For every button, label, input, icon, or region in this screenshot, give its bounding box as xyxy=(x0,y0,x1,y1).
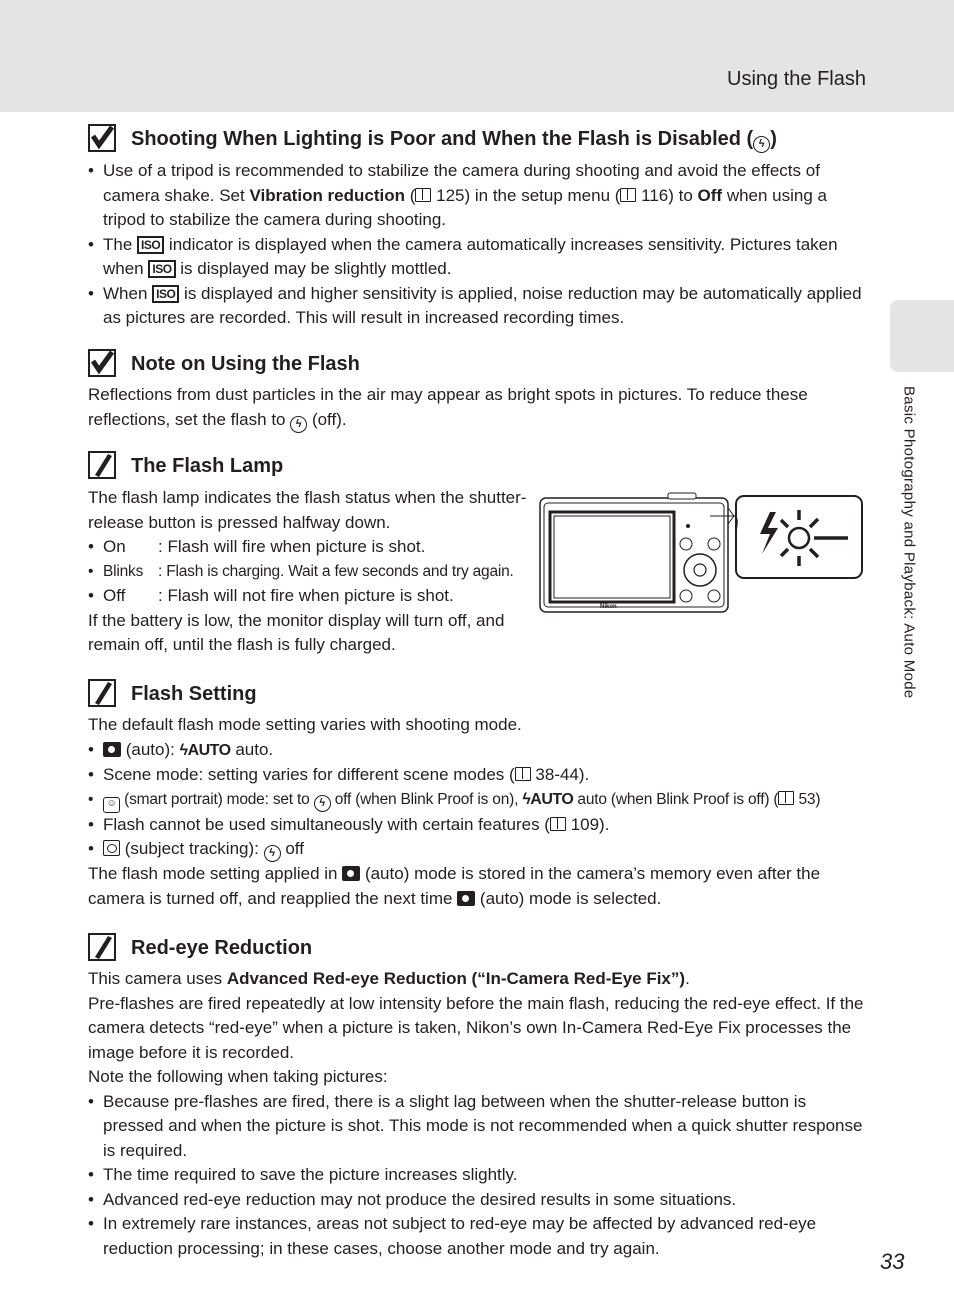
section-title: Note on Using the Flash xyxy=(131,353,360,375)
list-item: • On : Flash will fire when picture is shot. xyxy=(88,535,528,560)
section-title: Shooting When Lighting is Poor and When the Flash is Disabled ( ϟ ) xyxy=(131,126,777,153)
paragraph: The flash mode setting applied in (auto) mode is stored in the camera’s memory even after the camera is turned off, and reapplied the next time (auto) mode is selected. xyxy=(88,864,821,908)
list-item: • In extremely rare instances, areas not subject to red-eye may be affected by advanced red-eye reduction processing; in these cases, choose another mode and try again. xyxy=(88,1212,866,1261)
iso-icon: ISO xyxy=(148,260,175,278)
paragraph: Pre-flashes are fired repeatedly at low intensity before the main flash, reducing the red-eye effect. If the camera detects “red-eye” when a picture is taken, Nikon’s own In-Camera Red-Eye Fix processes the image before it is recorded. xyxy=(88,993,864,1062)
camera-brand-label: Nikon xyxy=(600,604,617,610)
list-item: • (auto): ϟAUTO auto. xyxy=(88,738,866,764)
section-note-flash xyxy=(88,349,866,433)
list-item: • Off : Flash will not fire when picture is shot. xyxy=(88,584,528,609)
paragraph: This camera uses Advanced Red-eye Reduction (“In-Camera Red-Eye Fix”). xyxy=(88,969,690,988)
page-number: 33 xyxy=(880,1249,905,1274)
camera-flash-lamp-illustration xyxy=(538,492,864,616)
book-ref-icon xyxy=(620,188,636,202)
flash-auto-icon: ϟAUTO xyxy=(522,790,574,808)
subject-tracking-icon xyxy=(103,840,120,856)
flash-off-icon: ϟ xyxy=(290,416,307,433)
section-title: Red-eye Reduction xyxy=(131,937,313,959)
section-red-eye xyxy=(88,933,866,1261)
list-item: • Flash cannot be used simultaneously with certain features ( 109). xyxy=(88,813,866,838)
book-ref-icon xyxy=(550,817,566,831)
flash-auto-icon: ϟAUTO xyxy=(179,741,231,759)
paragraph: Reflections from dust particles in the air may appear as bright spots in pictures. To reduce these reflections, set the flash to ϟ (off). xyxy=(88,383,866,433)
auto-mode-camera-icon xyxy=(103,742,121,757)
auto-mode-camera-icon xyxy=(457,891,475,906)
paragraph: If the battery is low, the monitor display will turn off, and remain off, until the flash is fully charged. xyxy=(88,610,505,654)
paragraph: Note the following when taking pictures: xyxy=(88,1067,388,1086)
list-item: • The ISO indicator is displayed when the camera automatically increases sensitivity. Pictures taken when ISO is displayed may be slightly mottled. xyxy=(88,233,866,282)
checkmark-note-icon xyxy=(88,349,116,377)
section-title: The Flash Lamp xyxy=(131,455,284,477)
list-item: • Because pre-flashes are fired, there is a slight lag between when the shutter-release button is pressed and when the picture is shot. This mode is not recommended when a quick shutter response is required. xyxy=(88,1090,866,1164)
flash-off-icon: ϟ xyxy=(753,136,770,153)
flash-off-icon: ϟ xyxy=(264,845,281,862)
section-title: Flash Setting xyxy=(131,683,257,705)
list-item: • When ISO is displayed and higher sensitivity is applied, noise reduction may be automatically applied as pictures are recorded. This will result in increased recording times. xyxy=(88,282,866,331)
chapter-tab xyxy=(890,300,954,372)
page-header-title: Using the Flash xyxy=(727,68,866,90)
iso-icon: ISO xyxy=(152,285,179,303)
section-poor-lighting xyxy=(88,124,866,331)
paragraph: The default flash mode setting varies with shooting mode. xyxy=(88,715,522,734)
list-item: • Use of a tripod is recommended to stabilize the camera during shooting and avoid the effects of camera shake. Set Vibration reduction ( 125) in the setup menu ( 116) to Off when using a tripod to stabilize the camera during shooting. xyxy=(88,159,866,233)
iso-icon: ISO xyxy=(137,236,164,254)
flash-off-icon: ϟ xyxy=(314,795,331,812)
book-ref-icon xyxy=(415,188,431,202)
list-item: • Scene mode: setting varies for different scene modes ( 38-44). xyxy=(88,763,866,788)
section-flash-setting xyxy=(88,679,866,911)
pencil-note-icon xyxy=(88,679,116,707)
list-item: • The time required to save the picture increases slightly. xyxy=(88,1163,866,1188)
book-ref-icon xyxy=(778,791,794,805)
auto-mode-camera-icon xyxy=(342,866,360,881)
pencil-note-icon xyxy=(88,451,116,479)
chapter-tab-label: Basic Photography and Playback: Auto Mode xyxy=(900,386,918,699)
pencil-note-icon xyxy=(88,933,116,961)
header-band xyxy=(0,0,954,112)
smart-portrait-icon: ☺ xyxy=(103,797,120,813)
list-item: • Advanced red-eye reduction may not produce the desired results in some situations. xyxy=(88,1188,866,1213)
checkmark-note-icon xyxy=(88,124,116,152)
paragraph: The flash lamp indicates the flash status when the shutter-release button is pressed halfway down. xyxy=(88,488,527,532)
list-item: • ☺ (smart portrait) mode: set to ϟ off (when Blink Proof is on), ϟAUTO auto (when Blink Proof is off) ( 53) xyxy=(88,788,866,813)
book-ref-icon xyxy=(515,767,531,781)
list-item: • (subject tracking): ϟ off xyxy=(88,837,866,862)
list-item: • Blinks : Flash is charging. Wait a few seconds and try again. xyxy=(88,560,528,585)
